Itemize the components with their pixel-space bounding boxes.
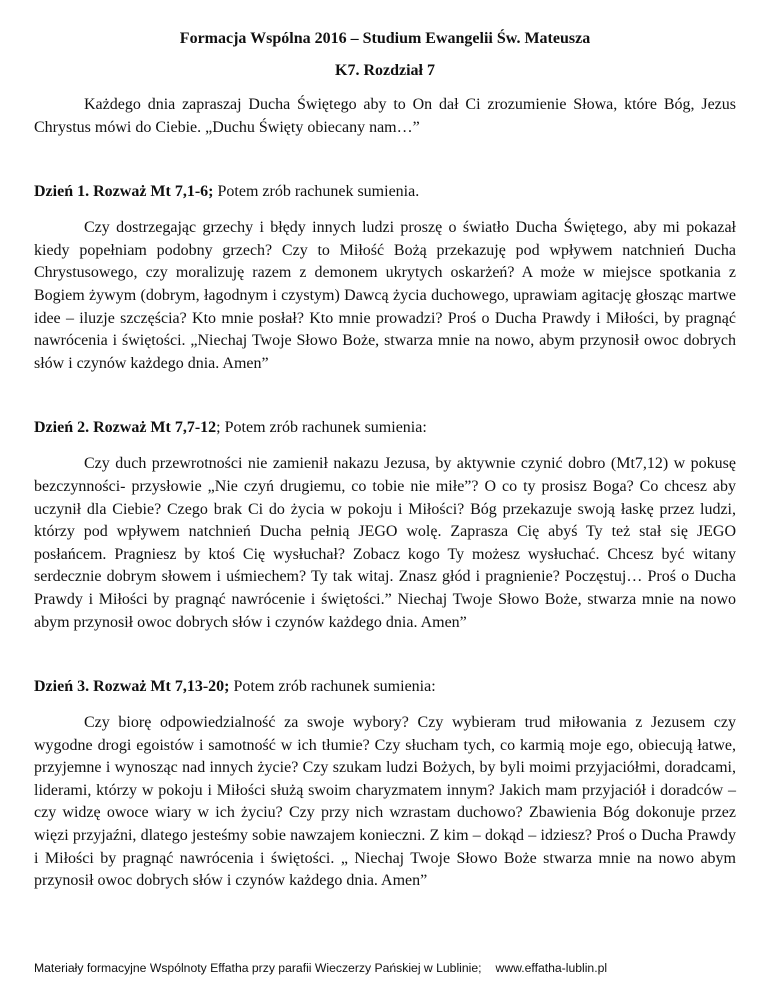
day-3-heading	[34, 676, 736, 698]
day-3-heading-bold: Dzień 3. Rozważ Mt 7,13-20;	[34, 678, 230, 696]
day-1-heading-rest: Potem zrób rachunek sumienia.	[213, 183, 420, 201]
day-1-section	[34, 181, 736, 375]
document-subtitle: K7. Rozdział 7	[335, 62, 435, 79]
document-page	[34, 28, 736, 893]
day-2-body: Czy duch przewrotności nie zamienił nakazu Jezusa, by aktywnie czynić dobro (Mt7,12) w pokusę bezczynności- przysłowie „Nie czyń drugiemu, co tobie nie miłe”? O co ty prosisz Boga? Co chcesz aby uczynił dla Ciebie? Czego brak Ci do życia w pokoju i Miłości? Bóg przekazuje swoją łaskę przez ludzi, którzy pod wpływem natchnień Ducha pełnią JEGO wolę. Zaprasza Cię abyś Ty też stał się JEGO posłańcem. Pragniesz by ktoś Cię wysłuchał? Zobacz kogo Ty możesz wysłuchać. Chcesz być witany serdecznie dobrym słowem i uśmiechem? Ty tak witaj. Znasz głód i pragnienie? Poczęstuj… Proś o Ducha Prawdy i Miłości by pragnąć nawrócenie i świętości.” Niechaj Twoje Słowo Boże, stwarza mnie na nowo abym przynosił owoc dobrych słów i czynów każdego dnia. Amen”	[34, 455, 736, 631]
footer-website: www.effatha-lublin.pl	[495, 961, 608, 975]
day-3-body: Czy biorę odpowiedzialność za swoje wybory? Czy wybieram trud miłowania z Jezusem czy wygodne drogi egoistów i samotność w ich tłumie? Czy słucham tych, co karmią moje ego, obiecują łatwe, przyjemne i wynosząc nad innych życie? Czy szukam ludzi Bożych, by byli moimi przyjaciółmi, doradcami, liderami, którzy w pokoju i Miłości służą swoim charyzmatem innym? Jakich mam przyjaciół i doradców – czy widzę owoce wiary w ich życiu? Czy przy nich wzrastam duchowo? Zbawienia Bóg dokonuje przez więzi przyjaźni, dlatego jesteśmy sobie nawzajem konieczni. Z kim – dokąd – idziesz? Proś o Ducha Prawdy i Miłości by pragnąć nawrócenia i świętości. „ Niechaj Twoje Słowo Boże stwarza mnie na nowo abym przynosił owoc dobrych słów i czynów każdego dnia. Amen”	[34, 714, 736, 890]
day-2-heading-bold: Dzień 2. Rozważ Mt 7,7-12	[34, 419, 217, 437]
day-2-heading	[34, 417, 736, 439]
day-1-heading	[34, 181, 736, 203]
day-1-body: Czy dostrzegając grzechy i błędy innych ludzi proszę o światło Ducha Świętego, aby mi pokazał kiedy popełniam podobny grzech? Czy to Miłość Bożą przekazuję pod wpływem natchnień Ducha Chrystusowego, czy moralizuję razem z demonem ukrytych oskarżeń? A może w miejsce spotkania z Bogiem żywym (dobrym, łagodnym i czystym) Dawcą życia duchowego, uprawiam agitację głosząc martwe idee – iluzje szczęścia? Kto mnie posłał? Kto mnie prowadzi? Proś o Ducha Prawdy i Miłości, by pragnąć nawrócenia i świętości. „Niechaj Twoje Słowo Boże, stwarza mnie na nowo, abym przynosił owoc dobrych słów i czynów każdego dnia. Amen”	[34, 219, 736, 372]
day-2-section	[34, 417, 736, 634]
day-1-heading-bold: Dzień 1. Rozważ Mt 7,1-6;	[34, 183, 214, 201]
day-3-heading-rest: Potem zrób rachunek sumienia:	[229, 678, 436, 696]
document-title: Formacja Wspólna 2016 – Studium Ewangelii Św. Mateusza	[179, 30, 591, 47]
day-3-section	[34, 676, 736, 893]
page-footer	[34, 960, 734, 976]
intro-paragraph: Każdego dnia zapraszaj Ducha Świętego aby to On dał Ci zrozumienie Słowa, które Bóg, Jezus Chrystus mówi do Ciebie. „Duchu Święty obiecany nam…”	[34, 96, 736, 136]
footer-text: Materiały formacyjne Wspólnoty Effatha przy parafii Wieczerzy Pańskiej w Lublinie;	[34, 961, 482, 975]
day-2-heading-rest: ; Potem zrób rachunek sumienia:	[216, 419, 427, 437]
